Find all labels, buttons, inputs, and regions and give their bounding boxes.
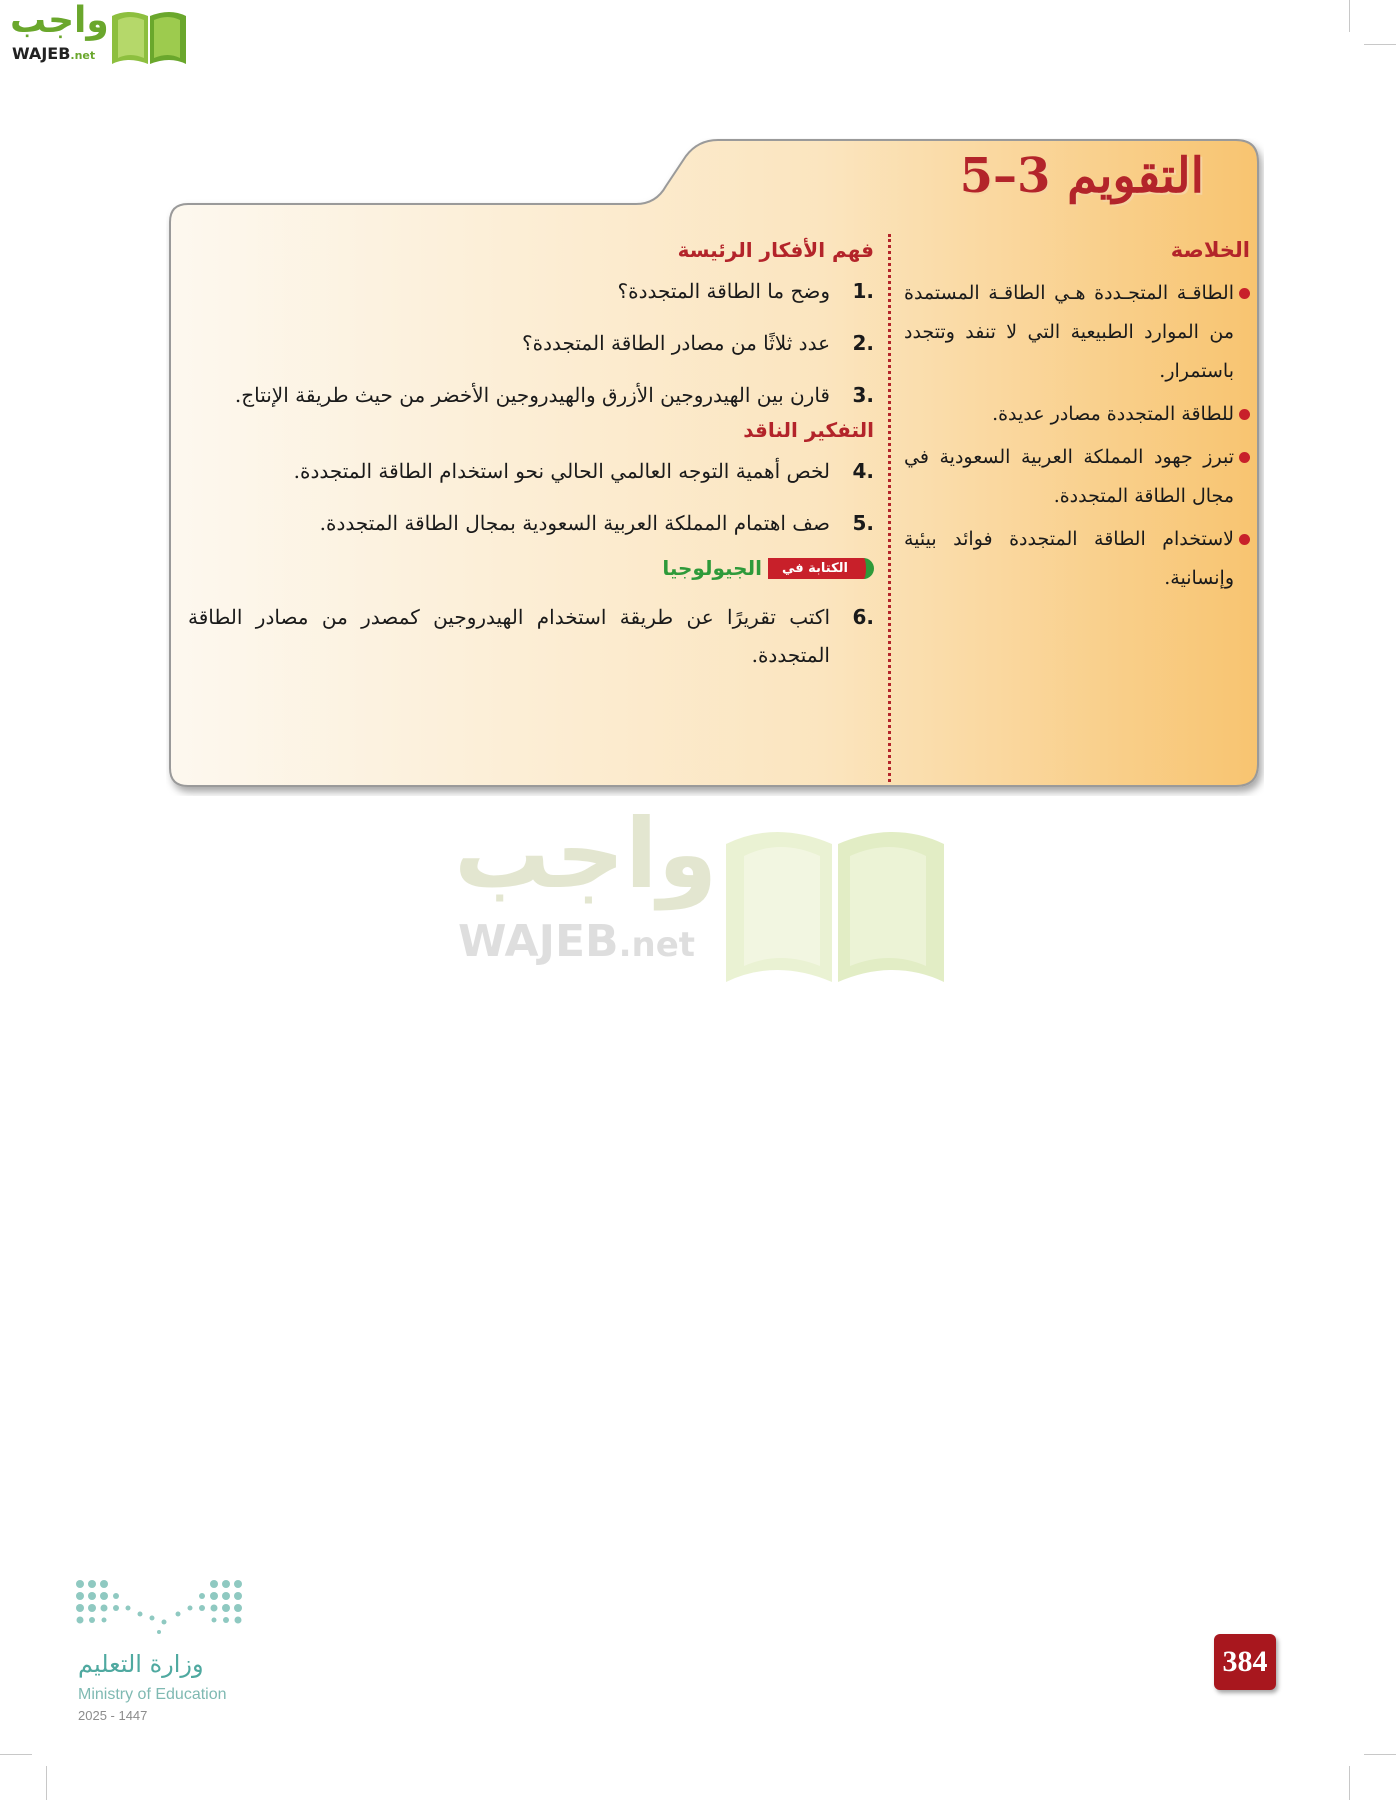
brand-logo[interactable] <box>8 0 190 66</box>
summary-list <box>904 274 1250 598</box>
column-divider <box>888 234 891 782</box>
ministry-english-name: Ministry of Education <box>78 1686 227 1703</box>
card-title: التقويم 3–5 <box>959 148 1204 204</box>
crop-mark <box>0 1754 32 1755</box>
question-item: 4. لخص أهمية التوجه العالمي الحالي نحو استخدام الطاقة المتجددة. <box>293 459 874 483</box>
ministry-arabic-name: وزارة التعليم <box>78 1650 204 1678</box>
question-item: 6. اكتب تقريرًا عن طريقة استخدام الهيدروجين كمصدر من مصادر الطاقة المتجددة. <box>188 605 874 667</box>
writing-tag: الكتابة في <box>768 558 874 579</box>
brand-latin-text: WAJEB.net <box>12 44 96 63</box>
critical-thinking-heading: التفكير الناقد <box>743 418 874 442</box>
summary-column <box>904 238 1250 602</box>
ministry-year: 2025 - 1447 <box>78 1708 148 1723</box>
summary-item: للطاقة المتجددة مصادر عديدة. <box>904 395 1250 434</box>
book-icon <box>720 816 950 984</box>
question-item: 2. عدد ثلاثًا من مصادر الطاقة المتجددة؟ <box>521 331 874 355</box>
summary-heading: الخلاصة <box>1170 238 1250 262</box>
crop-mark <box>1364 44 1396 45</box>
review-card <box>166 138 1264 796</box>
book-icon <box>108 6 190 66</box>
question-item: 1. وضح ما الطاقة المتجددة؟ <box>617 279 874 303</box>
crop-mark <box>46 1766 47 1800</box>
writing-in-geology-banner <box>188 556 874 580</box>
summary-item: الطاقـة المتجـددة هـي الطاقـة المستمدة من الموارد الطبيعية التي لا تنفد وتتجدد باستمرار. <box>904 274 1250 391</box>
question-item: 5. صف اهتمام المملكة العربية السعودية بمجال الطاقة المتجددة. <box>319 511 874 535</box>
ministry-dots-icon <box>74 1578 244 1638</box>
crop-mark <box>1349 0 1350 32</box>
crop-mark <box>1364 1754 1396 1755</box>
question-item: 3. قارن بين الهيدروجين الأزرق والهيدروجين الأخضر من حيث طريقة الإنتاج. <box>234 383 874 407</box>
main-ideas-heading: فهم الأفكار الرئيسة <box>677 238 874 262</box>
writing-subject: الجيولوجيا <box>662 556 762 580</box>
ministry-logo <box>74 1578 254 1728</box>
questions-column <box>188 238 874 688</box>
bullet-icon <box>1239 534 1250 545</box>
summary-item: تبرز جهود المملكة العربية السعودية في مجال الطاقة المتجددة. <box>904 438 1250 516</box>
brand-arabic-text: واجب <box>10 0 109 41</box>
bullet-icon <box>1239 452 1250 463</box>
bullet-icon <box>1239 288 1250 299</box>
crop-mark <box>1349 1766 1350 1800</box>
watermark-latin-text: WAJEB.net <box>458 916 696 967</box>
watermark-arabic-text: واجب <box>454 798 718 910</box>
bullet-icon <box>1239 409 1250 420</box>
summary-item: لاستخدام الطاقة المتجددة فوائد بيئية وإنسانية. <box>904 520 1250 598</box>
watermark-logo <box>454 798 954 986</box>
page-number: 384 <box>1214 1634 1276 1690</box>
